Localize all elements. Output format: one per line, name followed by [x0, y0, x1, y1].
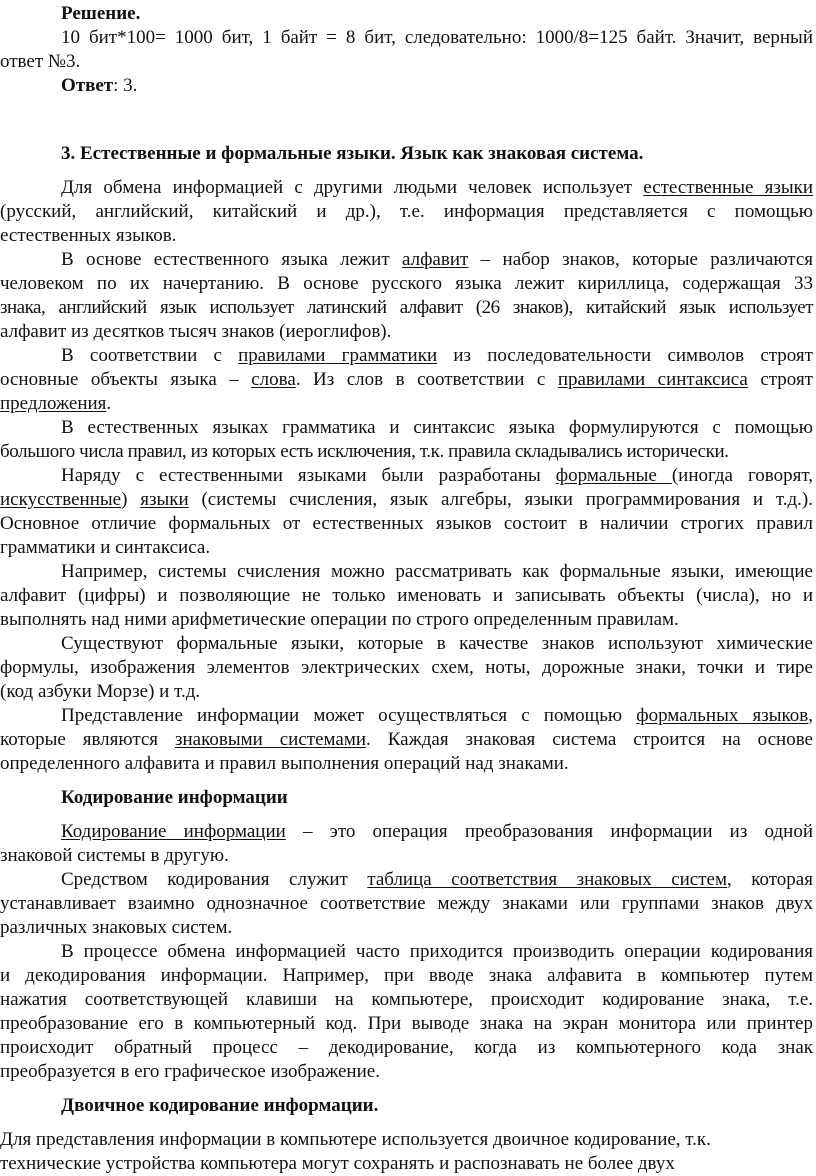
paragraph-line: В основе естественного языка лежит алфавит – набор знаков, которые различаются	[61, 249, 813, 270]
paragraph-line: грамматики и синтаксиса.	[0, 537, 211, 558]
paragraph-line: Существуют формальные языки, которые в качестве знаков используют химические	[61, 633, 813, 654]
term-natural-languages: естественные языки	[643, 177, 813, 198]
paragraph-line: (код азбуки Морзе) и т.д.	[0, 681, 201, 702]
term-sign-systems: знаковыми системами	[175, 729, 367, 750]
paragraph-line: Средством кодирования служит таблица соответствия знаковых систем, которая	[61, 869, 813, 890]
term-correspondence-table: таблица соответствия знаковых систем	[367, 869, 727, 890]
section-title: 3. Естественные и формальные языки. Язык как знаковая система.	[61, 143, 644, 164]
paragraph-line: Для представления информации в компьютере используется двоичное кодирование, т.к.	[0, 1129, 711, 1150]
paragraph-line: предложения.	[0, 393, 112, 414]
paragraph-line: человеком по их начертанию. В основе русского языка лежит кириллица, содержащая 33	[0, 273, 813, 294]
term-formal: формальные	[555, 465, 672, 486]
term-words: слова	[251, 369, 296, 390]
binary-title: Двоичное кодирование информации.	[61, 1095, 379, 1116]
paragraph-line: знака, английский язык использует латинский алфавит (26 знаков), китайский язык использует	[0, 297, 813, 318]
term-languages: языки	[140, 489, 189, 510]
paragraph-line: В соответствии с правилами грамматики из последовательности символов строят	[61, 345, 813, 366]
paragraph-line: нажатия соответствующей клавиши на компьютере, происходит кодирование знака, т.е.	[0, 989, 813, 1010]
paragraph-line: Для обмена информацией с другими людьми человек использует естественные языки	[61, 177, 813, 198]
answer-value: : 3.	[113, 75, 138, 96]
term-information-coding: Кодирование информации	[61, 821, 286, 842]
paragraph-line: В процессе обмена информацией часто приходится производить операции кодирования	[61, 941, 813, 962]
term-grammar-rules: правилами грамматики	[238, 345, 438, 366]
paragraph-line: определенного алфавита и правил выполнения операций над знаками.	[0, 753, 569, 774]
paragraph-line: естественных языков.	[0, 225, 177, 246]
paragraph-line: технические устройства компьютера могут сохранять и распознавать не более двух	[0, 1153, 675, 1174]
term-syntax-rules: правилами синтаксиса	[557, 369, 748, 390]
paragraph-line: Кодирование информации – это операция преобразования информации из одной	[61, 821, 813, 842]
paragraph-line: и декодирования информации. Например, при вводе знака алфавита в компьютер путем	[0, 965, 813, 986]
paragraph-line: устанавливает взаимно однозначное соответствие между знаками или группами знаков двух	[0, 893, 813, 914]
paragraph-line: Наряду с естественными языками были разработаны формальные (иногда говорят,	[61, 465, 813, 486]
paragraph-line: Например, системы счисления можно рассматривать как формальные языки, имеющие	[61, 561, 813, 582]
answer-label: Ответ	[61, 75, 114, 96]
paragraph-line: основные объекты языка – слова. Из слов в соответствии с правилами синтаксиса строят	[0, 369, 813, 390]
paragraph-line: формулы, изображения элементов электрических схем, ноты, дорожные знаки, точки и тире	[0, 657, 813, 678]
solution-heading: Решение.	[61, 3, 141, 24]
paragraph-line: выполнять над ними арифметические операции по строго определенным правилам.	[0, 609, 679, 630]
paragraph-line: знаковой системы в другую.	[0, 845, 229, 866]
paragraph-line: различных знаковых систем.	[0, 917, 233, 938]
term-artificial: искусственные	[0, 489, 122, 510]
paragraph-line: большого числа правил, из которых есть исключения, т.к. правила складывались исторически.	[0, 441, 729, 462]
term-formal-languages: формальных языков	[636, 705, 809, 726]
paragraph-line: происходит обратный процесс – декодирование, когда из компьютерного кода знак	[0, 1037, 813, 1058]
paragraph-line: Основное отличие формальных от естественных языков состоит в наличии строгих правил	[0, 513, 813, 534]
paragraph-line: преобразуется в его графическое изображение.	[0, 1061, 380, 1082]
paragraph-line: алфавит (цифры) и позволяющие не только именовать и записывать объекты (числа), но и	[0, 585, 813, 606]
solution-line: ответ №3.	[0, 51, 81, 72]
paragraph-line: В естественных языках грамматика и синтаксис языка формулируются с помощью	[61, 417, 813, 438]
paragraph-line: искусственные) языки (системы счисления, язык алгебры, языки программирования и т.д.).	[0, 489, 814, 510]
paragraph-line: (русский, английский, китайский и др.), т.е. информация представляется с помощью	[0, 201, 813, 222]
answer-line	[61, 74, 137, 98]
paragraph-line: которые являются знаковыми системами. Каждая знаковая система строится на основе	[0, 729, 813, 750]
paragraph-line: алфавит из десятков тысяч знаков (иероглифов).	[0, 321, 392, 342]
paragraph-line: Представление информации может осуществляться с помощью формальных языков,	[61, 705, 813, 726]
term-alphabet: алфавит	[402, 249, 469, 270]
solution-line: 10 бит*100= 1000 бит, 1 байт = 8 бит, следовательно: 1000/8=125 байт. Значит, верный	[61, 27, 813, 48]
term-sentences: предложения	[0, 393, 107, 414]
coding-title: Кодирование информации	[61, 787, 288, 808]
paragraph-line: преобразование его в компьютерный код. При выводе знака на экран монитора или принтер	[0, 1013, 813, 1034]
